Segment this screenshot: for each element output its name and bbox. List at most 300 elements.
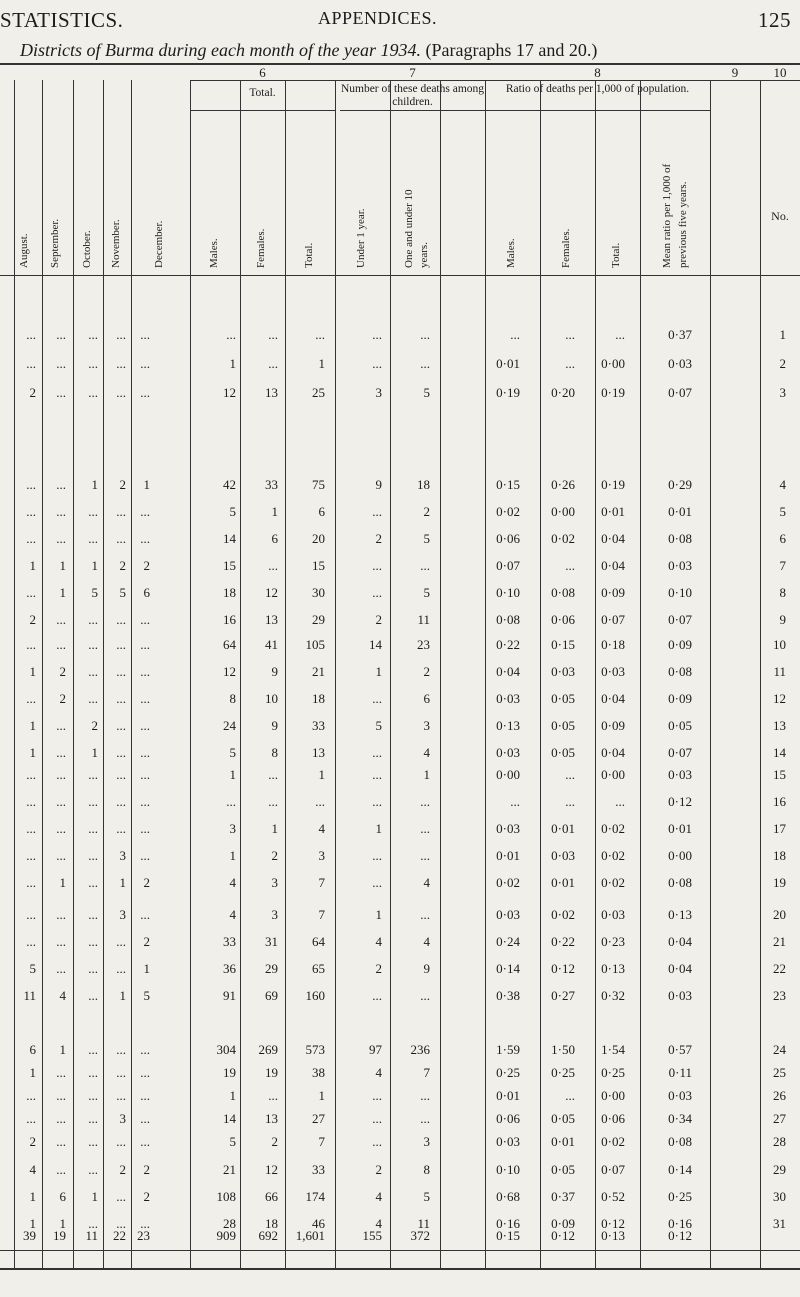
table-cell: 0·38 bbox=[496, 988, 520, 1003]
table-cell: 46 bbox=[312, 1216, 325, 1231]
table-cell: 2 bbox=[143, 934, 150, 949]
table-cell: ... bbox=[315, 327, 325, 342]
table-cell: 65 bbox=[312, 961, 325, 976]
table-cell: 0·05 bbox=[668, 718, 692, 733]
totals-cell: 0·13 bbox=[601, 1228, 625, 1243]
table-cell: 0·03 bbox=[601, 664, 625, 679]
table-cell: 2 bbox=[271, 848, 278, 863]
table-cell: 105 bbox=[305, 637, 325, 652]
table-cell: ... bbox=[56, 961, 66, 976]
table-cell: 4 bbox=[375, 1216, 382, 1231]
table-cell: 38 bbox=[312, 1065, 325, 1080]
table-cell: 5 bbox=[229, 1134, 236, 1149]
totals-cell: 11 bbox=[85, 1228, 98, 1243]
table-cell: 30 bbox=[773, 1189, 786, 1204]
table-cell: ... bbox=[88, 1111, 98, 1126]
table-cell: 0·02 bbox=[601, 1134, 625, 1149]
table-cell: 1 bbox=[143, 477, 150, 492]
column-header-december: December. bbox=[153, 220, 165, 268]
table-cell: 12 bbox=[223, 385, 236, 400]
table-cell: ... bbox=[88, 821, 98, 836]
table-cell: 9 bbox=[375, 477, 382, 492]
table-cell: 0·10 bbox=[668, 585, 692, 600]
table-cell: 0·07 bbox=[601, 612, 625, 627]
table-cell: ... bbox=[116, 961, 126, 976]
table-cell: 18 bbox=[265, 1216, 278, 1231]
table-cell: 0·22 bbox=[551, 934, 575, 949]
totals-cell: 22 bbox=[113, 1228, 126, 1243]
table-cell: 0·03 bbox=[496, 907, 520, 922]
table-cell: 1 bbox=[29, 1189, 36, 1204]
table-cell: 0·04 bbox=[601, 745, 625, 760]
table-cell: 1 bbox=[29, 1065, 36, 1080]
table-cell: 1 bbox=[779, 327, 786, 342]
table-cell: 0·13 bbox=[668, 907, 692, 922]
totals-cell: 39 bbox=[23, 1228, 36, 1243]
table-cell: ... bbox=[372, 691, 382, 706]
totals-cell: 692 bbox=[258, 1228, 278, 1243]
table-cell: ... bbox=[88, 961, 98, 976]
table-cell: 0·02 bbox=[601, 875, 625, 890]
page-header-left: STATISTICS. bbox=[0, 8, 124, 32]
table-cell: ... bbox=[372, 848, 382, 863]
table-cell: ... bbox=[88, 1065, 98, 1080]
table-cell: ... bbox=[88, 875, 98, 890]
ratio-rule bbox=[485, 110, 710, 111]
table-cell: 0·25 bbox=[668, 1189, 692, 1204]
table-cell: 0·57 bbox=[668, 1042, 692, 1057]
table-cell: 18 bbox=[417, 477, 430, 492]
table-cell: ... bbox=[26, 691, 36, 706]
table-cell: ... bbox=[88, 1042, 98, 1057]
column-divider-7 bbox=[285, 80, 286, 1270]
table-cell: ... bbox=[116, 504, 126, 519]
table-cell: ... bbox=[420, 821, 430, 836]
column-number: 10 bbox=[773, 65, 787, 80]
column-divider-0 bbox=[14, 80, 15, 1270]
column-divider-1 bbox=[42, 80, 43, 1270]
table-cell: 4 bbox=[423, 934, 430, 949]
table-cell: 23 bbox=[417, 637, 430, 652]
table-cell: ... bbox=[420, 558, 430, 573]
table-cell: 2 bbox=[143, 1162, 150, 1177]
table-cell: ... bbox=[140, 907, 150, 922]
table-cell: 13 bbox=[265, 1111, 278, 1126]
table-cell: 0·25 bbox=[601, 1065, 625, 1080]
totals-cell: 372 bbox=[410, 1228, 430, 1243]
table-cell: 2 bbox=[423, 504, 430, 519]
table-cell: 0·08 bbox=[668, 875, 692, 890]
group-header-ratio: Ratio of deaths per 1,000 of population. bbox=[505, 83, 690, 95]
table-cell: ... bbox=[56, 1065, 66, 1080]
table-cell: 160 bbox=[305, 988, 325, 1003]
table-cell: 108 bbox=[216, 1189, 236, 1204]
column-header-one-to-ten-b: years. bbox=[418, 242, 430, 268]
table-cell: 5 bbox=[229, 745, 236, 760]
table-cell: 69 bbox=[265, 988, 278, 1003]
table-cell: 6 bbox=[423, 691, 430, 706]
table-cell: 6 bbox=[29, 1042, 36, 1057]
table-cell: 5 bbox=[423, 1189, 430, 1204]
table-cell: 573 bbox=[305, 1042, 325, 1057]
table-cell: 0·07 bbox=[496, 558, 520, 573]
table-cell: 2 bbox=[29, 1134, 36, 1149]
table-cell: 0·37 bbox=[668, 327, 692, 342]
table-cell: ... bbox=[116, 385, 126, 400]
table-cell: 0·01 bbox=[496, 848, 520, 863]
table-cell: ... bbox=[372, 1111, 382, 1126]
column-divider-6 bbox=[240, 80, 241, 1270]
table-cell: 2 bbox=[271, 1134, 278, 1149]
table-cell: ... bbox=[56, 504, 66, 519]
table-cell: ... bbox=[420, 1111, 430, 1126]
table-cell: 75 bbox=[312, 477, 325, 492]
table-cell: ... bbox=[56, 1088, 66, 1103]
table-cell: 0·04 bbox=[668, 961, 692, 976]
subtitle-text: Districts of Burma during each month of the year bbox=[20, 40, 376, 60]
table-cell: 3 bbox=[423, 718, 430, 733]
table-cell: ... bbox=[268, 1088, 278, 1103]
table-cell: ... bbox=[140, 356, 150, 371]
table-cell: 0·27 bbox=[551, 988, 575, 1003]
table-cell: 22 bbox=[773, 961, 786, 976]
column-header-october: October. bbox=[81, 230, 93, 268]
table-cell: 1 bbox=[91, 558, 98, 573]
table-cell: 0·25 bbox=[496, 1065, 520, 1080]
table-cell: 14 bbox=[223, 1111, 236, 1126]
table-cell: 2 bbox=[143, 875, 150, 890]
table-cell: 30 bbox=[312, 585, 325, 600]
table-cell: ... bbox=[88, 691, 98, 706]
table-cell: 0·03 bbox=[668, 558, 692, 573]
table-cell: 0·08 bbox=[496, 612, 520, 627]
table-cell: 1·50 bbox=[551, 1042, 575, 1057]
table-cell: 9 bbox=[271, 664, 278, 679]
table-cell: 0·02 bbox=[551, 907, 575, 922]
total-rule bbox=[190, 110, 335, 111]
table-cell: 14 bbox=[223, 531, 236, 546]
table-cell: ... bbox=[372, 327, 382, 342]
table-cell: 7 bbox=[318, 1134, 325, 1149]
table-cell: 174 bbox=[305, 1189, 325, 1204]
column-divider-11 bbox=[485, 80, 486, 1270]
table-cell: 0·10 bbox=[496, 585, 520, 600]
table-cell: 3 bbox=[779, 385, 786, 400]
table-cell: 0·04 bbox=[601, 531, 625, 546]
table-cell: ... bbox=[140, 691, 150, 706]
table-cell: 0·23 bbox=[601, 934, 625, 949]
table-cell: 17 bbox=[773, 821, 786, 836]
table-cell: 31 bbox=[773, 1216, 786, 1231]
table-cell: 0·08 bbox=[668, 531, 692, 546]
totals-cell: 0·15 bbox=[496, 1228, 520, 1243]
table-cell: ... bbox=[26, 875, 36, 890]
table-cell: 2 bbox=[143, 558, 150, 573]
table-cell: ... bbox=[420, 327, 430, 342]
table-cell: ... bbox=[268, 356, 278, 371]
table-cell: 25 bbox=[773, 1065, 786, 1080]
table-cell: ... bbox=[140, 327, 150, 342]
table-cell: ... bbox=[565, 794, 575, 809]
column-divider-9 bbox=[390, 80, 391, 1270]
table-cell: 5 bbox=[229, 504, 236, 519]
table-cell: ... bbox=[226, 327, 236, 342]
table-cell: ... bbox=[88, 531, 98, 546]
table-cell: 13 bbox=[265, 612, 278, 627]
table-cell: 19 bbox=[223, 1065, 236, 1080]
table-cell: ... bbox=[88, 385, 98, 400]
table-cell: 24 bbox=[773, 1042, 786, 1057]
table-cell: ... bbox=[372, 745, 382, 760]
table-cell: ... bbox=[140, 1134, 150, 1149]
table-cell: 1 bbox=[91, 1189, 98, 1204]
table-cell: 4 bbox=[318, 821, 325, 836]
table-cell: 0·09 bbox=[668, 691, 692, 706]
table-cell: ... bbox=[88, 612, 98, 627]
table-cell: 0·04 bbox=[668, 934, 692, 949]
table-cell: 0·03 bbox=[496, 691, 520, 706]
table-cell: 1 bbox=[59, 585, 66, 600]
table-cell: 5 bbox=[423, 385, 430, 400]
table-cell: 21 bbox=[312, 664, 325, 679]
table-cell: ... bbox=[116, 691, 126, 706]
table-cell: 0·00 bbox=[668, 848, 692, 863]
table-cell: ... bbox=[116, 1088, 126, 1103]
table-cell: 2 bbox=[375, 961, 382, 976]
table-cell: 0·12 bbox=[601, 1216, 625, 1231]
table-cell: ... bbox=[26, 531, 36, 546]
table-cell: 3 bbox=[318, 848, 325, 863]
table-cell: 0·13 bbox=[496, 718, 520, 733]
table-cell: ... bbox=[116, 1065, 126, 1080]
table-cell: 1 bbox=[229, 848, 236, 863]
table-cell: ... bbox=[420, 988, 430, 1003]
table-cell: ... bbox=[26, 637, 36, 652]
table-cell: ... bbox=[88, 637, 98, 652]
table-cell: 0·16 bbox=[496, 1216, 520, 1231]
table-cell: ... bbox=[56, 718, 66, 733]
table-cell: 13 bbox=[312, 745, 325, 760]
table-cell: 0·07 bbox=[668, 385, 692, 400]
subtitle-note: (Paragraphs 17 and 20.) bbox=[425, 40, 598, 60]
table-cell: 0·01 bbox=[496, 356, 520, 371]
table-cell: ... bbox=[615, 794, 625, 809]
table-cell: 29 bbox=[773, 1162, 786, 1177]
table-cell: 12 bbox=[223, 664, 236, 679]
table-cell: 236 bbox=[410, 1042, 430, 1057]
table-cell: 0·05 bbox=[551, 718, 575, 733]
table-cell: ... bbox=[140, 1216, 150, 1231]
table-cell: 0·03 bbox=[496, 745, 520, 760]
column-header-november: November. bbox=[110, 219, 122, 268]
table-cell: 3 bbox=[119, 1111, 126, 1126]
table-cell: ... bbox=[116, 821, 126, 836]
page-number: 125 bbox=[758, 8, 791, 32]
table-cell: ... bbox=[268, 794, 278, 809]
subtitle-year: 1934. bbox=[380, 40, 421, 60]
table-cell: 1 bbox=[271, 504, 278, 519]
table-cell: 15 bbox=[223, 558, 236, 573]
table-cell: ... bbox=[116, 718, 126, 733]
table-cell: 1 bbox=[59, 1042, 66, 1057]
table-cell: 0·03 bbox=[668, 1088, 692, 1103]
column-header-under1: Under 1 year. bbox=[355, 208, 367, 268]
column-header-males: Males. bbox=[208, 238, 220, 268]
table-cell: 18 bbox=[773, 848, 786, 863]
table-cell: 1 bbox=[59, 875, 66, 890]
table-cell: ... bbox=[116, 612, 126, 627]
table-cell: 2 bbox=[119, 558, 126, 573]
table-cell: ... bbox=[56, 821, 66, 836]
table-cell: 0·05 bbox=[551, 745, 575, 760]
table-cell: 5 bbox=[423, 585, 430, 600]
table-cell: 269 bbox=[258, 1042, 278, 1057]
table-cell: 10 bbox=[265, 691, 278, 706]
table-cell: 11 bbox=[23, 988, 36, 1003]
table-cell: 2 bbox=[29, 385, 36, 400]
table-cell: ... bbox=[26, 356, 36, 371]
table-cell: 0·10 bbox=[496, 1162, 520, 1177]
table-cell: 0·00 bbox=[601, 767, 625, 782]
table-cell: 1 bbox=[29, 745, 36, 760]
table-cell: 15 bbox=[312, 558, 325, 573]
table-cell: 25 bbox=[312, 385, 325, 400]
table-cell: 29 bbox=[312, 612, 325, 627]
totals-cell: 1,601 bbox=[295, 1228, 325, 1243]
table-cell: ... bbox=[26, 1088, 36, 1103]
table-cell: 4 bbox=[779, 477, 786, 492]
table-cell: ... bbox=[116, 1189, 126, 1204]
table-cell: 2 bbox=[375, 612, 382, 627]
table-cell: 0·03 bbox=[601, 907, 625, 922]
table-cell: ... bbox=[116, 1216, 126, 1231]
table-cell: 97 bbox=[369, 1042, 382, 1057]
table-cell: 14 bbox=[369, 637, 382, 652]
column-header-r-males: Males. bbox=[505, 238, 517, 268]
table-cell: 6 bbox=[779, 531, 786, 546]
table-cell: 3 bbox=[271, 875, 278, 890]
table-cell: 0·14 bbox=[496, 961, 520, 976]
table-cell: 0·00 bbox=[496, 767, 520, 782]
table-cell: 9 bbox=[271, 718, 278, 733]
table-cell: 1 bbox=[318, 356, 325, 371]
table-cell: 0·01 bbox=[551, 875, 575, 890]
table-cell: 5 bbox=[91, 585, 98, 600]
table-cell: 7 bbox=[779, 558, 786, 573]
table-cell: ... bbox=[116, 934, 126, 949]
table-cell: 4 bbox=[423, 745, 430, 760]
table-cell: 23 bbox=[773, 988, 786, 1003]
table-cell: 28 bbox=[223, 1216, 236, 1231]
table-cell: 3 bbox=[423, 1134, 430, 1149]
table-cell: 6 bbox=[59, 1189, 66, 1204]
table-cell: 13 bbox=[773, 718, 786, 733]
table-cell: ... bbox=[116, 794, 126, 809]
table-cell: ... bbox=[268, 327, 278, 342]
table-cell: 0·52 bbox=[601, 1189, 625, 1204]
table-cell: 64 bbox=[223, 637, 236, 652]
column-header-mean-b: previous five years. bbox=[677, 181, 689, 268]
table-cell: ... bbox=[88, 934, 98, 949]
table-cell: 18 bbox=[312, 691, 325, 706]
table-cell: 0·09 bbox=[601, 718, 625, 733]
table-cell: 0·09 bbox=[601, 585, 625, 600]
table-cell: 1 bbox=[229, 1088, 236, 1103]
table-cell: ... bbox=[26, 585, 36, 600]
table-cell: 42 bbox=[223, 477, 236, 492]
table-cell: ... bbox=[56, 612, 66, 627]
table-cell: 41 bbox=[265, 637, 278, 652]
table-cell: 0·06 bbox=[496, 1111, 520, 1126]
table-cell: 0·09 bbox=[551, 1216, 575, 1231]
table-cell: ... bbox=[56, 934, 66, 949]
table-cell: 19 bbox=[773, 875, 786, 890]
column-divider-14 bbox=[640, 80, 641, 1270]
table-cell: 0·12 bbox=[668, 794, 692, 809]
table-cell: 2 bbox=[59, 664, 66, 679]
table-cell: 3 bbox=[119, 848, 126, 863]
table-cell: ... bbox=[140, 1065, 150, 1080]
table-cell: ... bbox=[56, 745, 66, 760]
table-cell: 20 bbox=[773, 907, 786, 922]
table-cell: 8 bbox=[779, 585, 786, 600]
page-subtitle bbox=[20, 40, 597, 61]
table-cell: 0·16 bbox=[668, 1216, 692, 1231]
table-cell: ... bbox=[56, 767, 66, 782]
table-cell: ... bbox=[565, 327, 575, 342]
table-cell: 0·18 bbox=[601, 637, 625, 652]
table-cell: ... bbox=[565, 356, 575, 371]
table-cell: 2 bbox=[59, 691, 66, 706]
table-cell: 7 bbox=[318, 907, 325, 922]
table-cell: 0·09 bbox=[668, 637, 692, 652]
column-header-one-to-ten-a: One and under 10 bbox=[403, 189, 415, 268]
table-cell: 5 bbox=[143, 988, 150, 1003]
table-cell: 0·32 bbox=[601, 988, 625, 1003]
table-cell: ... bbox=[510, 327, 520, 342]
table-cell: 11 bbox=[417, 1216, 430, 1231]
table-cell: ... bbox=[268, 767, 278, 782]
table-cell: ... bbox=[26, 821, 36, 836]
column-header-r-females: Females. bbox=[560, 228, 572, 268]
column-divider-5 bbox=[190, 80, 191, 1270]
table-cell: 31 bbox=[265, 934, 278, 949]
table-cell: 0·08 bbox=[668, 664, 692, 679]
column-divider-13 bbox=[595, 80, 596, 1270]
table-cell: ... bbox=[88, 848, 98, 863]
table-cell: 24 bbox=[223, 718, 236, 733]
table-cell: ... bbox=[372, 988, 382, 1003]
table-cell: 8 bbox=[271, 745, 278, 760]
table-cell: 0·04 bbox=[601, 558, 625, 573]
table-cell: 16 bbox=[773, 794, 786, 809]
table-cell: ... bbox=[88, 767, 98, 782]
table-cell: 11 bbox=[773, 664, 786, 679]
table-cell: ... bbox=[26, 934, 36, 949]
table-cell: ... bbox=[88, 907, 98, 922]
table-cell: 2 bbox=[119, 477, 126, 492]
table-cell: ... bbox=[88, 664, 98, 679]
table-cell: 0·03 bbox=[496, 1134, 520, 1149]
table-cell: 0·34 bbox=[668, 1111, 692, 1126]
table-cell: ... bbox=[116, 745, 126, 760]
table-cell: 0·07 bbox=[668, 745, 692, 760]
table-cell: 1 bbox=[119, 875, 126, 890]
table-cell: 5 bbox=[375, 718, 382, 733]
table-cell: 0·00 bbox=[601, 1088, 625, 1103]
table-cell: 4 bbox=[59, 988, 66, 1003]
table-cell: 0·05 bbox=[551, 1162, 575, 1177]
